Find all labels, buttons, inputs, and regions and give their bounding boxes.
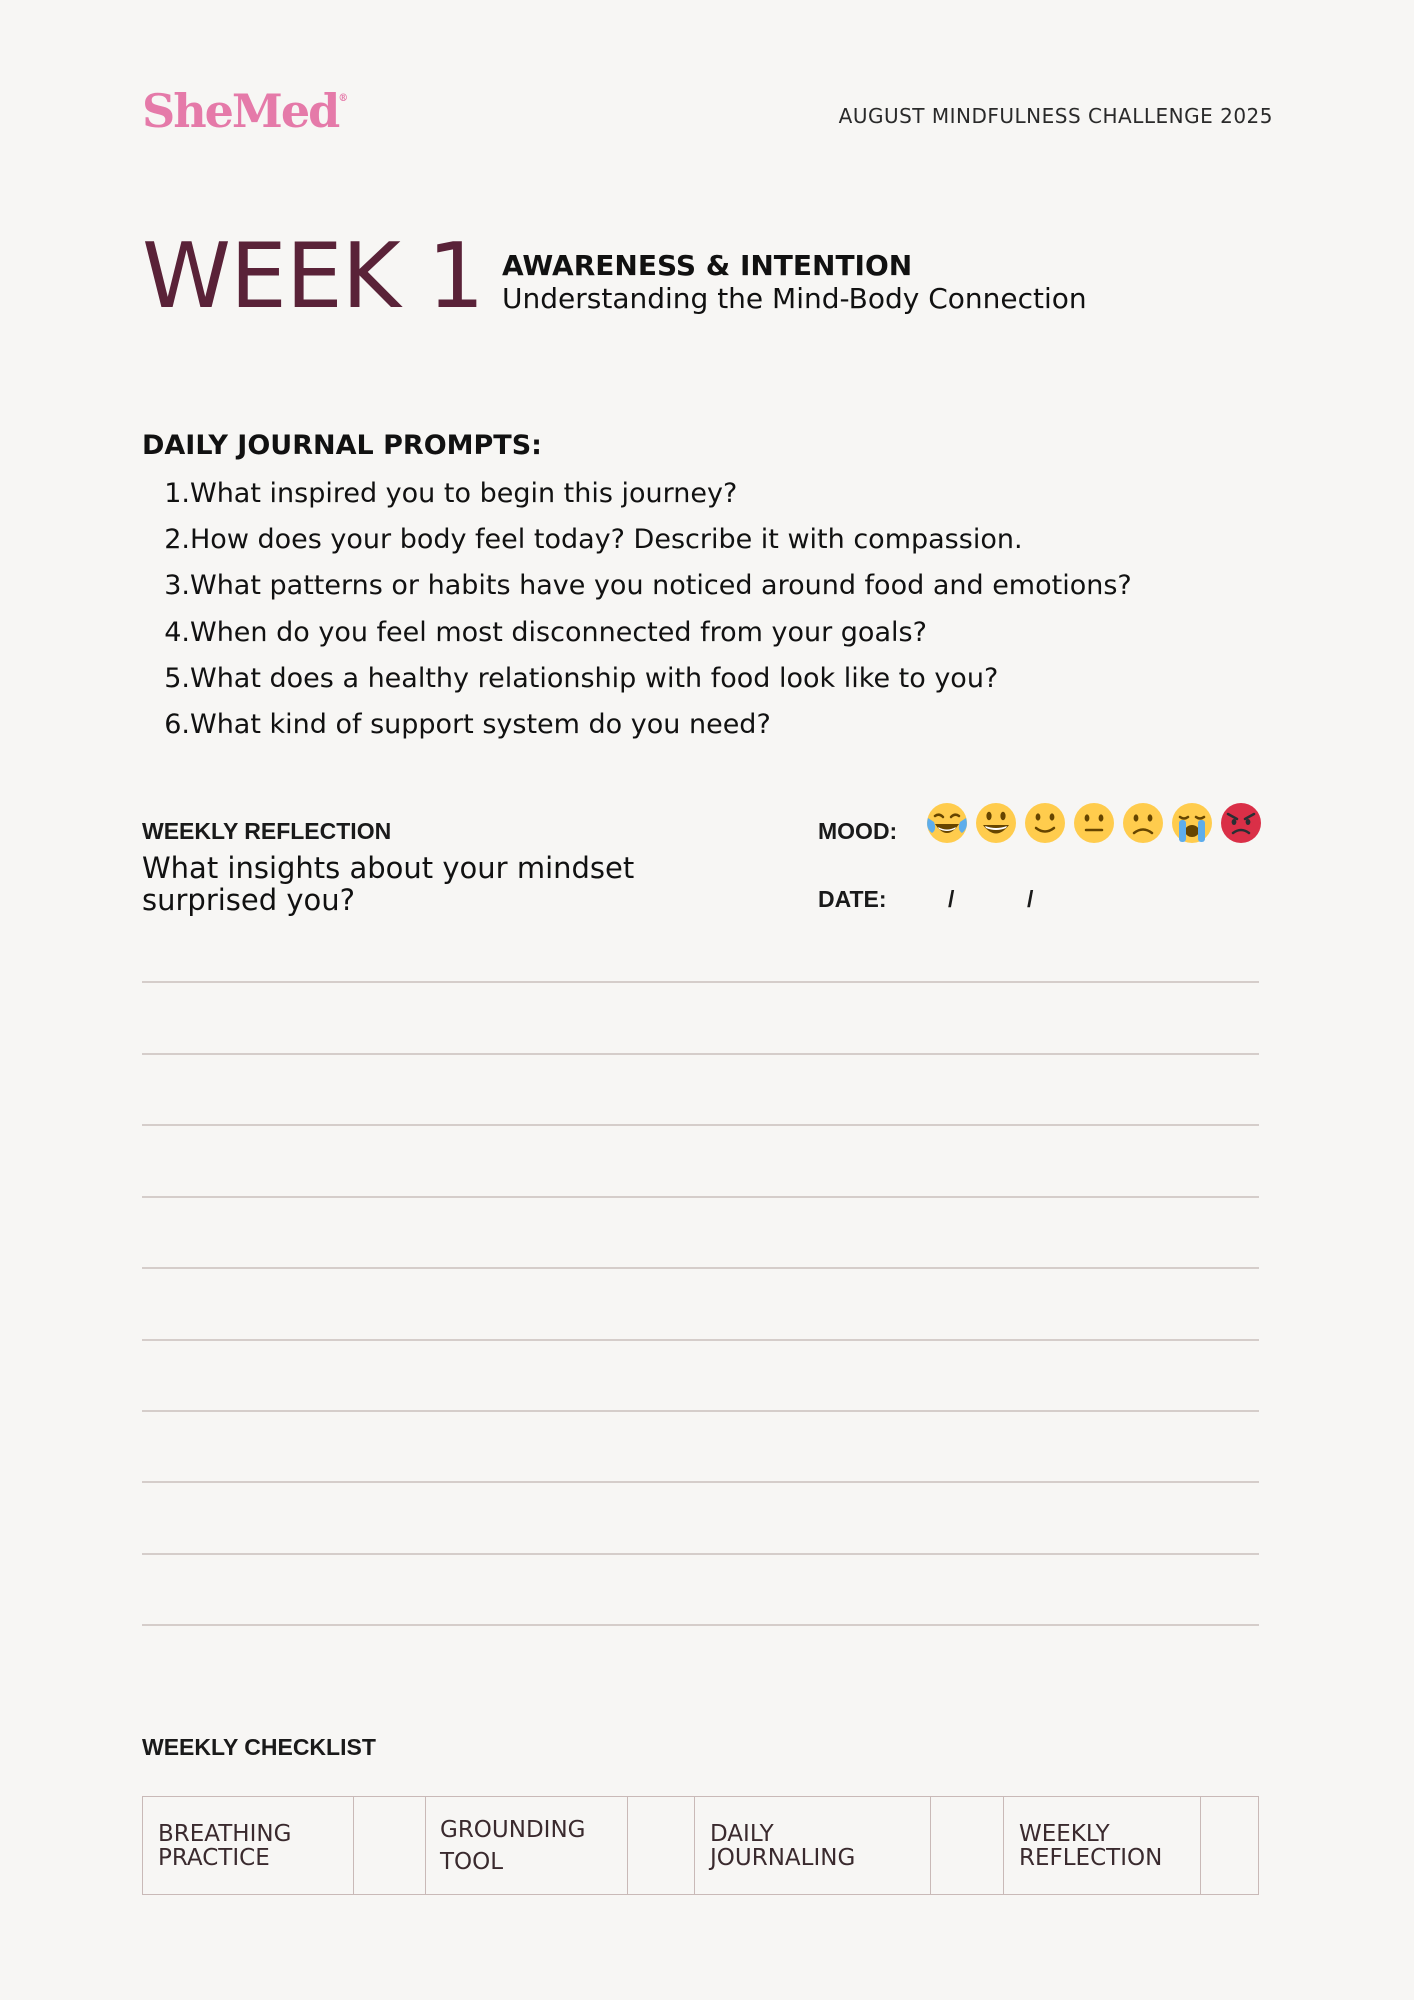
writing-line[interactable]	[142, 1339, 1259, 1341]
weekly-checklist	[142, 1796, 1259, 1895]
slight-frown-icon[interactable]	[1120, 800, 1166, 846]
writing-line[interactable]	[142, 1553, 1259, 1555]
week-subtitle: Understanding the Mind-Body Connection	[502, 282, 1087, 315]
brand-logo: SheMed®	[142, 84, 349, 138]
writing-line[interactable]	[142, 1196, 1259, 1198]
checklist-checkbox[interactable]	[931, 1797, 1004, 1894]
checklist-checkbox[interactable]	[354, 1797, 426, 1894]
writing-line[interactable]	[142, 1053, 1259, 1055]
prompt-item: 4. When do you feel most disconnected from your goals?	[164, 616, 927, 648]
prompt-item: 1. What inspired you to begin this journey?	[164, 477, 738, 509]
checklist-item-label: WEEKLY REFLECTION	[1004, 1797, 1201, 1894]
crying-face-icon[interactable]	[1169, 800, 1215, 846]
writing-line[interactable]	[142, 1267, 1259, 1269]
prompt-item: 2. How does your body feel today? Describe it with compassion.	[164, 523, 1023, 555]
checklist-checkbox[interactable]	[628, 1797, 695, 1894]
date-separator: /	[1027, 886, 1034, 912]
prompt-item: 6. What kind of support system do you need?	[164, 709, 771, 741]
checklist-item-label: BREATHING PRACTICE	[143, 1797, 354, 1894]
writing-line[interactable]	[142, 1410, 1259, 1412]
slight-smile-icon[interactable]	[1022, 800, 1068, 846]
angry-face-icon[interactable]	[1218, 800, 1264, 846]
writing-line[interactable]	[142, 1481, 1259, 1483]
checklist-item-label: GROUNDING TOOL	[426, 1797, 628, 1894]
prompt-item: 5. What does a healthy relationship with food look like to you?	[164, 662, 999, 694]
checklist-checkbox[interactable]	[1201, 1797, 1258, 1894]
writing-line[interactable]	[142, 1124, 1259, 1126]
writing-line[interactable]	[142, 981, 1259, 983]
weekly-checklist-label: WEEKLY CHECKLIST	[142, 1734, 376, 1760]
reflection-question: What insights about your mindset surprised you?	[142, 851, 635, 917]
mood-selector	[924, 800, 1264, 846]
date-label: DATE:	[818, 886, 887, 912]
weekly-reflection-label: WEEKLY REFLECTION	[142, 818, 392, 844]
prompt-item: 3. What patterns or habits have you noticed around food and emotions?	[164, 570, 1132, 602]
neutral-face-icon[interactable]	[1071, 800, 1117, 846]
prompts-heading: DAILY JOURNAL PROMPTS:	[142, 430, 542, 461]
week-title: AWARENESS & INTENTION	[502, 249, 913, 282]
week-number: WEEK 1	[142, 224, 484, 329]
writing-line[interactable]	[142, 1624, 1259, 1626]
checklist-item-label: DAILY JOURNALING	[695, 1797, 931, 1894]
mood-label: MOOD:	[818, 818, 898, 844]
challenge-title: AUGUST MINDFULNESS CHALLENGE 2025	[838, 104, 1273, 128]
prompt-list	[160, 470, 1132, 748]
date-separator: /	[948, 886, 955, 912]
big-smile-icon[interactable]	[973, 800, 1019, 846]
laughing-tears-icon[interactable]	[924, 800, 970, 846]
